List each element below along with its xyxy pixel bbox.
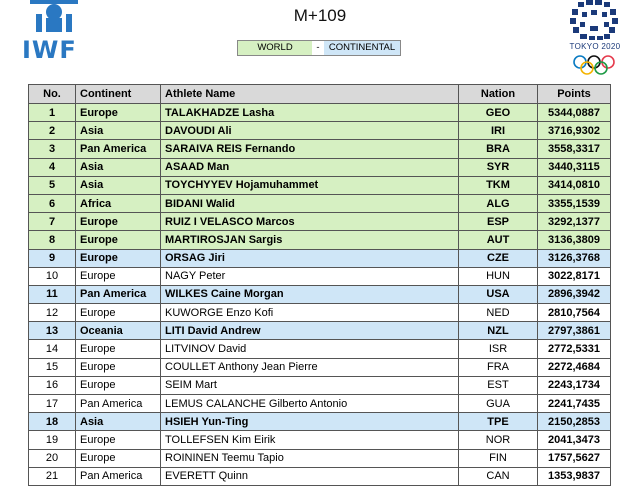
continent-cell: Europe (76, 249, 161, 267)
athlete-name-cell: HSIEH Yun-Ting (161, 413, 459, 431)
nation-cell: CZE (459, 249, 538, 267)
points-cell: 2150,2853 (538, 413, 611, 431)
nation-cell: CAN (459, 467, 538, 485)
points-cell: 3716,9302 (538, 122, 611, 140)
rank-cell: 16 (29, 376, 76, 394)
continent-cell: Europe (76, 231, 161, 249)
table-row (29, 104, 611, 122)
table-row (29, 122, 611, 140)
rank-cell: 17 (29, 395, 76, 413)
table-header-row (29, 85, 611, 104)
rank-cell: 18 (29, 413, 76, 431)
athlete-name-cell: RUIZ I VELASCO Marcos (161, 213, 459, 231)
points-cell: 3136,3809 (538, 231, 611, 249)
header-nation: Nation (459, 85, 538, 104)
rank-cell: 14 (29, 340, 76, 358)
nation-cell: NZL (459, 322, 538, 340)
nation-cell: USA (459, 285, 538, 303)
athlete-name-cell: ASAAD Man (161, 158, 459, 176)
points-cell: 2041,3473 (538, 431, 611, 449)
rank-cell: 21 (29, 467, 76, 485)
athlete-name-cell: MARTIROSJAN Sargis (161, 231, 459, 249)
rank-cell: 6 (29, 194, 76, 212)
continent-cell: Europe (76, 340, 161, 358)
header-continent: Continent (76, 85, 161, 104)
table-row (29, 176, 611, 194)
page-title: M+109 (293, 6, 347, 25)
athlete-name-cell: ORSAG Jiri (161, 249, 459, 267)
table-row (29, 376, 611, 394)
continent-cell: Asia (76, 176, 161, 194)
points-cell: 3440,3115 (538, 158, 611, 176)
athlete-name-cell: KUWORGE Enzo Kofi (161, 304, 459, 322)
nation-cell: GUA (459, 395, 538, 413)
nation-cell: HUN (459, 267, 538, 285)
nation-cell: TKM (459, 176, 538, 194)
table-row (29, 285, 611, 303)
continent-cell: Europe (76, 358, 161, 376)
table-row (29, 140, 611, 158)
legend-continental: CONTINENTAL (324, 41, 400, 55)
athlete-name-cell: SARAIVA REIS Fernando (161, 140, 459, 158)
continent-cell: Pan America (76, 285, 161, 303)
athlete-name-cell: DAVOUDI Ali (161, 122, 459, 140)
points-cell: 1353,9837 (538, 467, 611, 485)
nation-cell: AUT (459, 231, 538, 249)
athlete-name-cell: WILKES Caine Morgan (161, 285, 459, 303)
rank-cell: 19 (29, 431, 76, 449)
athlete-name-cell: TOYCHYYEV Hojamuhammet (161, 176, 459, 194)
nation-cell: SYR (459, 158, 538, 176)
athlete-name-cell: LEMUS CALANCHE Gilberto Antonio (161, 395, 459, 413)
continent-cell: Europe (76, 431, 161, 449)
rank-cell: 13 (29, 322, 76, 340)
points-cell: 2272,4684 (538, 358, 611, 376)
nation-cell: BRA (459, 140, 538, 158)
athlete-name-cell: SEIM Mart (161, 376, 459, 394)
table-row (29, 213, 611, 231)
athlete-name-cell: LITI David Andrew (161, 322, 459, 340)
rank-cell: 12 (29, 304, 76, 322)
athlete-name-cell: COULLET Anthony Jean Pierre (161, 358, 459, 376)
continent-cell: Africa (76, 194, 161, 212)
nation-cell: FIN (459, 449, 538, 467)
rank-cell: 5 (29, 176, 76, 194)
athlete-name-cell: LITVINOV David (161, 340, 459, 358)
continent-cell: Europe (76, 376, 161, 394)
rank-cell: 11 (29, 285, 76, 303)
continent-cell: Pan America (76, 140, 161, 158)
table-row (29, 395, 611, 413)
athlete-name-cell: ROININEN Teemu Tapio (161, 449, 459, 467)
points-cell: 2772,5331 (538, 340, 611, 358)
continent-cell: Pan America (76, 395, 161, 413)
table-row (29, 304, 611, 322)
header-points: Points (538, 85, 611, 104)
rank-cell: 8 (29, 231, 76, 249)
nation-cell: NOR (459, 431, 538, 449)
tokyo-emblem-icon (562, 0, 630, 78)
athlete-name-cell: TALAKHADZE Lasha (161, 104, 459, 122)
continent-cell: Asia (76, 413, 161, 431)
continent-cell: Europe (76, 304, 161, 322)
table-row (29, 358, 611, 376)
rank-cell: 7 (29, 213, 76, 231)
points-cell: 3355,1539 (538, 194, 611, 212)
continent-cell: Pan America (76, 467, 161, 485)
points-cell: 2243,1734 (538, 376, 611, 394)
table-row (29, 194, 611, 212)
rank-cell: 9 (29, 249, 76, 267)
nation-cell: IRI (459, 122, 538, 140)
nation-cell: GEO (459, 104, 538, 122)
athlete-name-cell: NAGY Peter (161, 267, 459, 285)
points-cell: 3558,3317 (538, 140, 611, 158)
nation-cell: TPE (459, 413, 538, 431)
iwf-logo-text: IWF (22, 36, 77, 64)
ranking-table (28, 84, 611, 486)
continent-cell: Europe (76, 104, 161, 122)
tokyo-2020-text: TOKYO 2020 (569, 42, 621, 51)
points-cell: 3414,0810 (538, 176, 611, 194)
continent-cell: Asia (76, 122, 161, 140)
header-no: No. (29, 85, 76, 104)
nation-cell: FRA (459, 358, 538, 376)
table-row (29, 431, 611, 449)
table-row (29, 249, 611, 267)
points-cell: 2797,3861 (538, 322, 611, 340)
rank-cell: 10 (29, 267, 76, 285)
nation-cell: ESP (459, 213, 538, 231)
rank-cell: 3 (29, 140, 76, 158)
points-cell: 5344,0887 (538, 104, 611, 122)
points-cell: 2241,7435 (538, 395, 611, 413)
continent-cell: Oceania (76, 322, 161, 340)
points-cell: 3022,8171 (538, 267, 611, 285)
nation-cell: NED (459, 304, 538, 322)
continent-cell: Asia (76, 158, 161, 176)
rank-cell: 1 (29, 104, 76, 122)
table-row (29, 322, 611, 340)
points-cell: 2810,7564 (538, 304, 611, 322)
nation-cell: ALG (459, 194, 538, 212)
continent-cell: Europe (76, 213, 161, 231)
table-row (29, 340, 611, 358)
points-cell: 2896,3942 (538, 285, 611, 303)
athlete-name-cell: BIDANI Walid (161, 194, 459, 212)
legend-separator: - (312, 41, 324, 55)
points-cell: 3126,3768 (538, 249, 611, 267)
rank-cell: 15 (29, 358, 76, 376)
legend-world: WORLD (238, 41, 312, 55)
athlete-name-cell: EVERETT Quinn (161, 467, 459, 485)
points-cell: 3292,1377 (538, 213, 611, 231)
rank-cell: 20 (29, 449, 76, 467)
athlete-name-cell: TOLLEFSEN Kim Eirik (161, 431, 459, 449)
table-row (29, 449, 611, 467)
table-row (29, 267, 611, 285)
rank-cell: 2 (29, 122, 76, 140)
continent-cell: Europe (76, 267, 161, 285)
table-row (29, 158, 611, 176)
legend (237, 40, 401, 56)
nation-cell: ISR (459, 340, 538, 358)
rank-cell: 4 (29, 158, 76, 176)
nation-cell: EST (459, 376, 538, 394)
table-row (29, 413, 611, 431)
points-cell: 1757,5627 (538, 449, 611, 467)
header-athlete: Athlete Name (161, 85, 459, 104)
tokyo-2020-emblem (562, 0, 630, 78)
table-row (29, 231, 611, 249)
table-row (29, 467, 611, 485)
continent-cell: Europe (76, 449, 161, 467)
